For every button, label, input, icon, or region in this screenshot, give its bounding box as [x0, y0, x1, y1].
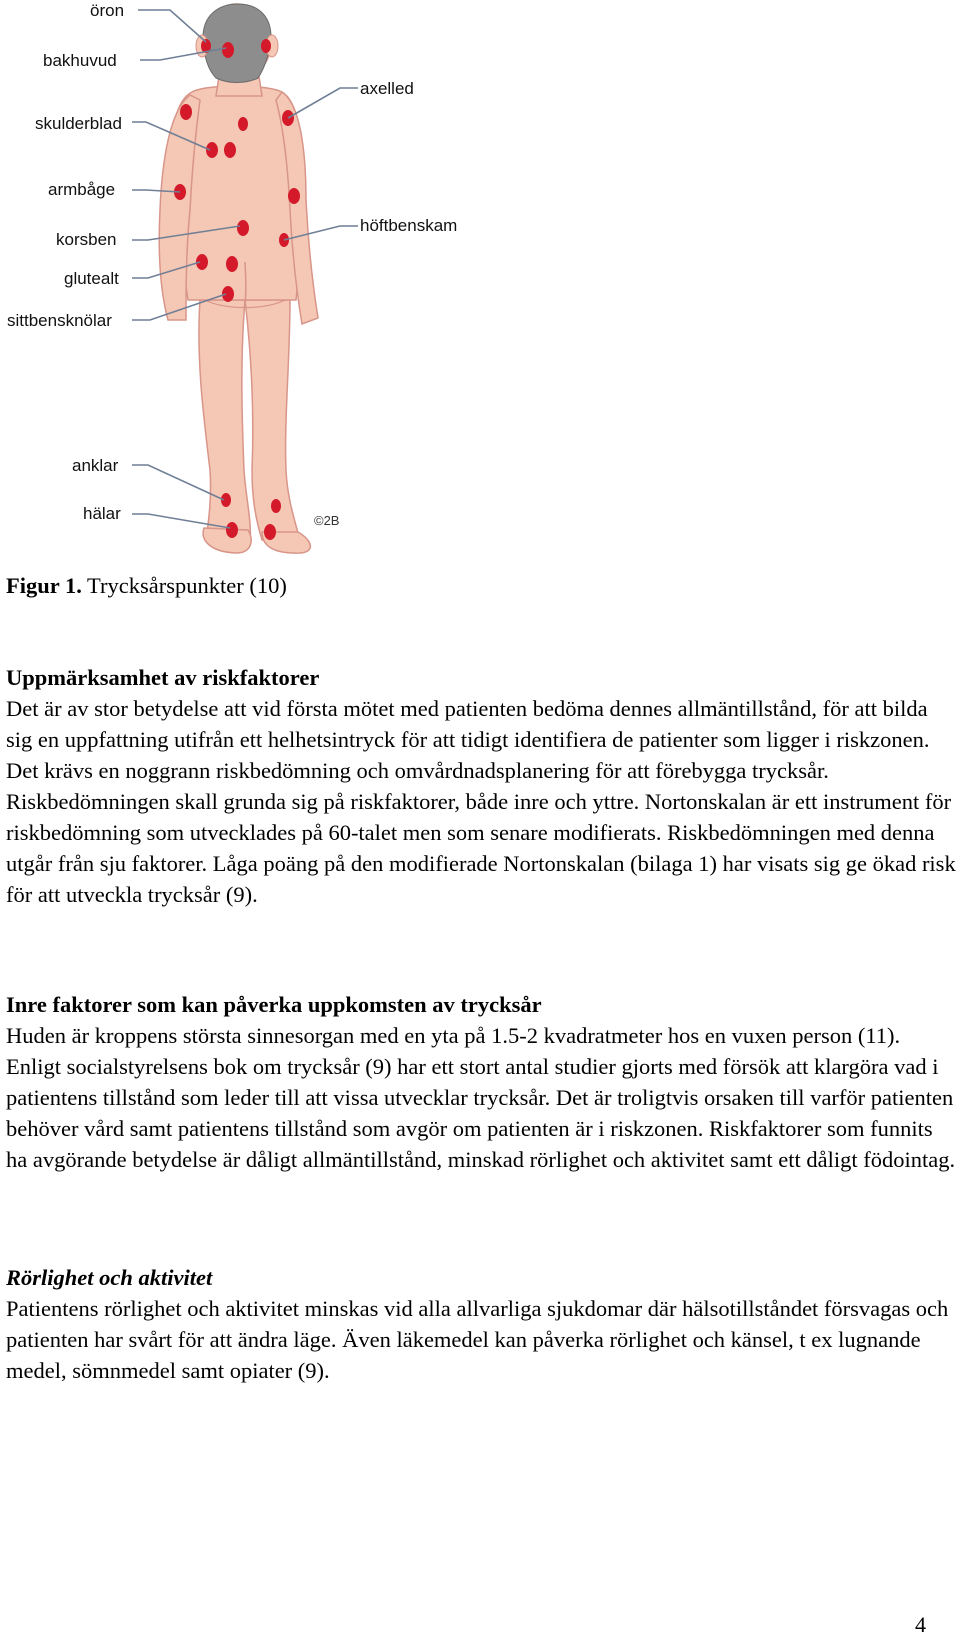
label-sit-bones: sittbensknölar	[7, 311, 112, 330]
caption-label: Figur 1.	[6, 573, 82, 598]
label-ears: öron	[90, 1, 125, 20]
spot-heel-left	[226, 522, 238, 538]
label-heels: hälar	[83, 504, 121, 523]
label-gluteal: glutealt	[64, 269, 119, 288]
label-shoulder-joint: axelled	[360, 79, 414, 98]
section-heading: Uppmärksamhet av riskfaktorer	[6, 665, 320, 690]
spot-elbow-right	[288, 188, 300, 204]
figure-copyright: ©2B	[314, 513, 340, 528]
section-body: Det är av stor betydelse att vid första mötet med patienten bedöma dennes allmäntillstånd, för att bilda sig en uppfattning utifrån ett helhetsintryck för att tidigt identifiera de patienter som ligger i riskzonen. Det krävs en noggrann riskbedömning och omvårdnadsplanering för att förebygga trycksår. Riskbedömningen skall grunda sig på riskfaktorer, både inre och yttre. Nortonskalan är ett instrument för riskbedömning som utvecklades på 60-talet men som senare modifierats. Riskbedömningen med denna utgår från sju faktorer. Låga poäng på den modifierade Nortonskalan (bilaga 1) har visats sig ge ökad risk för att utveckla trycksår (9).	[6, 696, 956, 907]
section-internal-factors	[6, 989, 956, 1175]
spot-gluteal-right	[226, 256, 238, 272]
label-elbow: armbåge	[48, 180, 116, 199]
label-sacrum: korsben	[56, 230, 117, 249]
label-ankles: anklar	[72, 456, 119, 475]
figure-caption	[6, 570, 956, 601]
page-number: 4	[915, 1612, 926, 1637]
section-body: Patientens rörlighet och aktivitet minskas vid alla allvarliga sjukdomar där hälsotillståndet försvagas och patienten har svårt för att ändra läge. Även läkemedel kan påverka rörlighet och känsel, t ex lugnande medel, sömnmedel samt opiater (9).	[6, 1296, 949, 1383]
spot-shoulder-blade-right	[224, 142, 236, 158]
section-subheading: Rörlighet och aktivitet	[6, 1265, 213, 1290]
spot-ankle-right	[271, 499, 281, 513]
label-back-of-head: bakhuvud	[43, 51, 117, 70]
spot-heel-right	[264, 524, 276, 540]
section-risk-awareness	[6, 662, 956, 910]
pressure-points-figure	[0, 0, 520, 560]
section-mobility	[6, 1262, 956, 1386]
label-hip-crest: höftbenskam	[360, 216, 458, 235]
spot-shoulder-blade-left	[206, 142, 218, 158]
spot-spine-upper	[238, 117, 248, 131]
caption-text: Trycksårspunkter (10)	[81, 573, 287, 598]
section-heading: Inre faktorer som kan påverka uppkomsten av trycksår	[6, 992, 542, 1017]
spot-ear-right	[261, 39, 271, 53]
label-shoulder-blade: skulderblad	[35, 114, 122, 133]
spot-shoulder-left	[180, 104, 192, 120]
section-body: Huden är kroppens största sinnesorgan med en yta på 1.5-2 kvadratmeter hos en vuxen person (11). Enligt socialstyrelsens bok om trycksår (9) har ett stort antal studier gjorts med försök att klargöra vad i patientens tillstånd som leder till att vissa utvecklar trycksår. Det är troligtvis orsaken till varför patienten behöver vård samt patientens tillstånd som avgör om patienten är i riskzonen. Riskfaktorer som funnits ha avgörande betydelse är dåligt allmäntillstånd, minskad rörlighet och aktivitet samt ett dåligt födointag.	[6, 1023, 956, 1172]
spot-back-of-head	[222, 42, 234, 58]
spot-sacrum	[237, 220, 249, 236]
body-silhouette	[159, 4, 318, 553]
